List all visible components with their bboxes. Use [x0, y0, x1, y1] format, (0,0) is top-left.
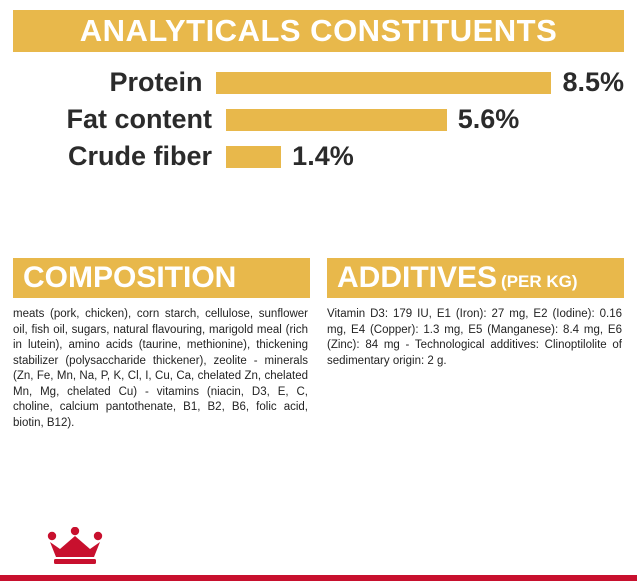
- analyticals-title: ANALYTICALS CONSTITUENTS: [13, 10, 624, 52]
- footer: [0, 519, 637, 581]
- additives-title-main: ADDITIVES: [337, 261, 498, 294]
- analyticals-section: [13, 10, 624, 177]
- bar-label: Protein: [109, 67, 203, 97]
- additives-title: [327, 258, 624, 298]
- composition-column: [13, 258, 310, 431]
- bar-label: Crude fiber: [67, 141, 212, 171]
- bar-row: [13, 140, 624, 173]
- composition-text: meats (pork, chicken), corn starch, cellulose, sunflower oil, fish oil, sugars, natural flavouring, marigold meal (rich in lutein), amino acids (taurine, methionine), thickening stabilizer (polysaccharide thickener), zeolite - minerals (Zn, Fe, Mn, Na, P, K, Cl, I, Cu, Ca, chelated Zn, chelated Mn, Mg, chelated Cu) - vitamins (niacin, D3, E, C, choline, calcium pantothenate, B1, B2, B6, folic acid, biotin, B12).: [13, 308, 308, 429]
- bar-fill: [226, 109, 447, 131]
- bar-track: [216, 67, 624, 98]
- analyticals-bar-chart: [13, 66, 624, 173]
- details-columns: [13, 258, 624, 431]
- bar-track: [226, 141, 624, 172]
- bar-fill: [226, 146, 281, 168]
- additives-text: Vitamin D3: 179 IU, E1 (Iron): 27 mg, E2 (Iodine): 0.16 mg, E4 (Copper): 1.3 mg, E5 (Manganese): 8.4 mg, E6 (Zinc): 84 mg - Technological additives: Clinoptilolite of sedimentary origin: 2 g.: [327, 308, 622, 367]
- bar-track: [226, 104, 624, 135]
- bar-value: 1.4%: [292, 141, 354, 171]
- composition-title: COMPOSITION: [13, 258, 310, 298]
- additives-column: [327, 258, 624, 431]
- footer-rule: [0, 575, 637, 581]
- bar-row: [13, 66, 624, 99]
- bar-row: [13, 103, 624, 136]
- bar-value: 5.6%: [457, 104, 520, 134]
- bar-fill: [216, 72, 551, 94]
- bar-value: 8.5%: [562, 67, 624, 97]
- crown-logo-icon: [46, 527, 104, 567]
- additives-title-suffix: (PER KG): [501, 272, 578, 291]
- bar-label: Fat content: [66, 104, 212, 134]
